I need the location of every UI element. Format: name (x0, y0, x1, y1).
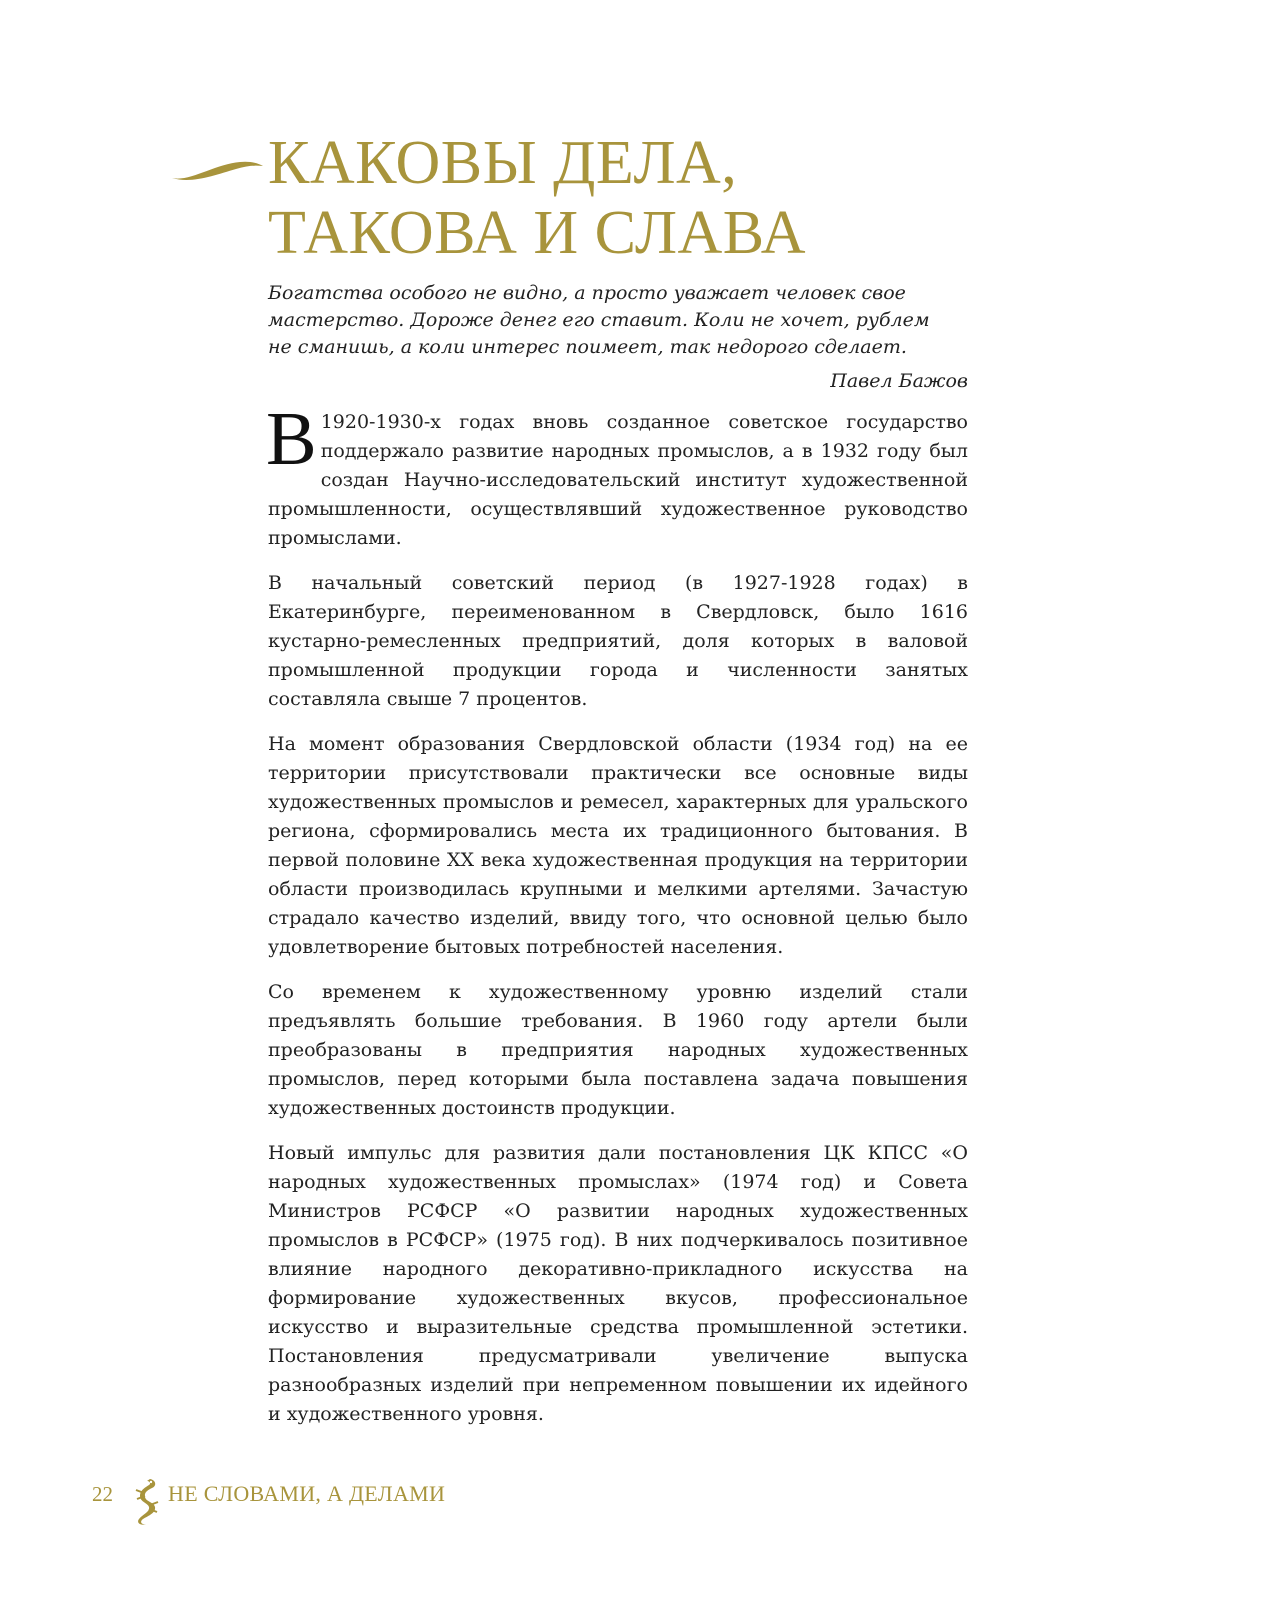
running-head: НЕ СЛОВАМИ, А ДЕЛАМИ (168, 1481, 446, 1506)
drop-cap: В (266, 397, 317, 481)
epigraph-author: Павел Бажов (830, 370, 968, 392)
lizard-icon (130, 1476, 164, 1526)
epigraph-line: не сманишь, а коли интерес поимеет, так недорого сделает. (268, 336, 907, 358)
paragraph-5: Новый импульс для развития дали постановления ЦК КПСС «О народных художественных промыслах» (1974 год) и Совета Министров РСФСР «О развитии народных художественных промыслов в РСФСР» (1975 год). В них подчеркивалось позитивное влияние народного декоративно-прикладного искусства на формирование художественных вкусов, профессиональное искусство и выразительные средства промышленной эстетики. Постановления предусматривали увеличение выпуска разнообразных изделий при непременном повышении их идейного и художественного уровня. (268, 1142, 968, 1425)
page-number: 22 (92, 1482, 113, 1506)
paragraph-3: На момент образования Свердловской области (1934 год) на ее территории присутствовали практически все основные виды художественных промыслов и ремесел, характерных для уральского региона, сформировались места их традиционного бытования. В первой половине XX века художественная продукция на территории области производилась крупными и мелкими артелями. Зачастую страдало качество изделий, ввиду того, что основной целью было удовлетворение бытовых потребностей населения. (268, 733, 968, 958)
paragraph-4: Со временем к художественному уровню изделий стали предъявлять большие требования. В 1960 году артели были преобразованы в предприятия народных художественных промыслов, перед которыми была поставлена задача повышения художественных достоинств продукции. (268, 981, 968, 1119)
paragraph-1 (266, 397, 968, 553)
page-title-line-1: КАКОВЫ ДЕЛА, (268, 129, 738, 197)
paragraph-1-text: 1920-1930-х годах вновь созданное советское государство поддержало развитие народных промыслов, а в 1932 году был создан Научно-исследовательский институт художественной промышленности, осуществлявший художественное руководство промыслами. (268, 411, 968, 549)
epigraph-line: мастерство. Дороже денег его ставит. Коли не хочет, рублем (268, 309, 930, 331)
page-footer (92, 1476, 492, 1524)
page-title (268, 128, 988, 268)
paragraph-2: В начальный советский период (в 1927-1928 годах) в Екатеринбурге, переименованном в Свердловск, было 1616 кустарно-ремесленных предприятий, доля которых в валовой промышленной продукции города и численности занятых составляла свыше 7 процентов. (268, 572, 968, 710)
epigraph-line: Богатства особого не видно, а просто уважает человек свое (268, 282, 906, 304)
page-title-line-2: ТАКОВА И СЛАВА (268, 199, 806, 267)
title-swash-ornament (170, 148, 265, 188)
epigraph (268, 280, 988, 361)
article-body (266, 397, 968, 1445)
